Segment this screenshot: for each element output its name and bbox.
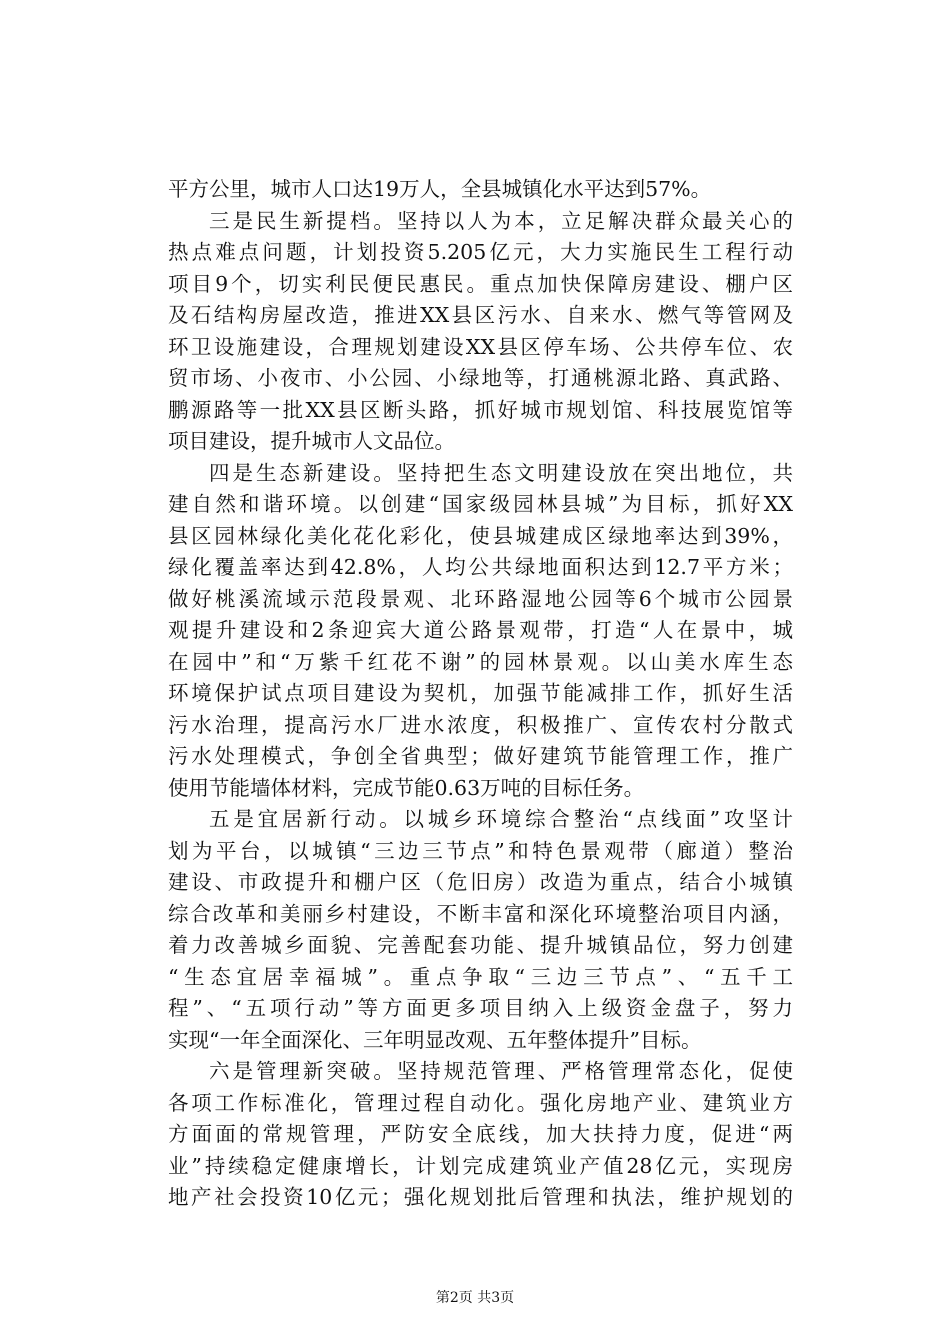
text-line: 各项工作标准化，管理过程自动化。强化房地产业、建筑业方 <box>168 1090 793 1115</box>
text-line: 业”持续稳定健康增长，计划完成建筑业产值28亿元，实现房 <box>168 1153 793 1178</box>
text-line: 四是生态新建设。坚持把生态文明建设放在突出地位，共 <box>209 460 793 485</box>
text-line: 地产社会投资10亿元；强化规划批后管理和执法，维护规划的 <box>168 1185 793 1209</box>
page-footer: 第2页 共3页 <box>435 1290 515 1306</box>
text-line: 观提升建设和2条迎宾大道公路景观带，打造“人在景中，城 <box>168 618 793 642</box>
text-line: 及石结构房屋改造，推进XX县区污水、自来水、燃气等管网及 <box>168 303 793 327</box>
text-line: 污水治理，提高污水厂进水浓度，积极推广、宣传农村分散式 <box>168 712 793 737</box>
text-line: 项目9个，切实利民便民惠民。重点加快保障房建设、棚户区 <box>168 271 793 296</box>
text-line: 方面面的常规管理，严防安全底线，加大扶持力度，促进“两 <box>168 1122 793 1146</box>
text-line: 程”、“五项行动”等方面更多项目纳入上级资金盘子，努力 <box>168 996 793 1020</box>
text-line: 综合改革和美丽乡村建设，不断丰富和深化环境整治项目内涵， <box>168 901 793 926</box>
text-line: 三是民生新提档。坚持以人为本，立足解决群众最关心的 <box>209 208 793 233</box>
text-line: 建设、市政提升和棚户区（危旧房）改造为重点，结合小城镇 <box>168 870 793 894</box>
text-line: 五是宜居新行动。以城乡环境综合整治“点线面”攻坚计 <box>209 807 793 831</box>
text-line: 环卫设施建设，合理规划建设XX县区停车场、公共停车位、农 <box>168 334 793 359</box>
text-line: 在园中”和“万紫千红花不谢”的园林景观。以山美水库生态 <box>168 649 793 674</box>
text-line: 划为平台，以城镇“三边三节点”和特色景观带（廊道）整治 <box>168 838 793 863</box>
text-line: 使用节能墙体材料，完成节能0.63万吨的目标任务。 <box>168 775 645 800</box>
text-line: 热点难点问题，计划投资5.205亿元，大力实施民生工程行动 <box>168 240 793 264</box>
text-line: 建自然和谐环境。以创建“国家级园林县城”为目标，抓好XX <box>168 492 793 516</box>
text-line: 项目建设，提升城市人文品位。 <box>168 429 455 453</box>
text-line: “生态宜居幸福城”。重点争取“三边三节点”、“五千工 <box>168 964 793 989</box>
text-line: 实现“一年全面深化、三年明显改观、五年整体提升”目标。 <box>168 1027 702 1052</box>
text-line: 着力改善城乡面貌、完善配套功能、提升城镇品位，努力创建 <box>168 933 793 957</box>
text-line: 县区园林绿化美化花化彩化，使县城建成区绿地率达到39%， <box>168 523 793 548</box>
text-line: 贸市场、小夜市、小公园、小绿地等，打通桃源北路、真武路、 <box>168 366 793 390</box>
text-line: 鹏源路等一批XX县区断头路，抓好城市规划馆、科技展览馆等 <box>168 397 793 422</box>
text-line: 平方公里，城市人口达19万人，全县城镇化水平达到57%。 <box>168 177 712 201</box>
text-line: 环境保护试点项目建设为契机，加强节能减排工作，抓好生活 <box>168 681 793 705</box>
text-line: 绿化覆盖率达到42.8%，人均公共绿地面积达到12.7平方米； <box>168 555 793 579</box>
text-line: 六是管理新突破。坚持规范管理、严格管理常态化，促使 <box>209 1059 793 1083</box>
document-body <box>168 174 793 1214</box>
text-line: 污水处理模式，争创全省典型；做好建筑节能管理工作，推广 <box>168 744 793 768</box>
text-line: 做好桃溪流域示范段景观、北环路湿地公园等6个城市公园景 <box>168 586 793 611</box>
